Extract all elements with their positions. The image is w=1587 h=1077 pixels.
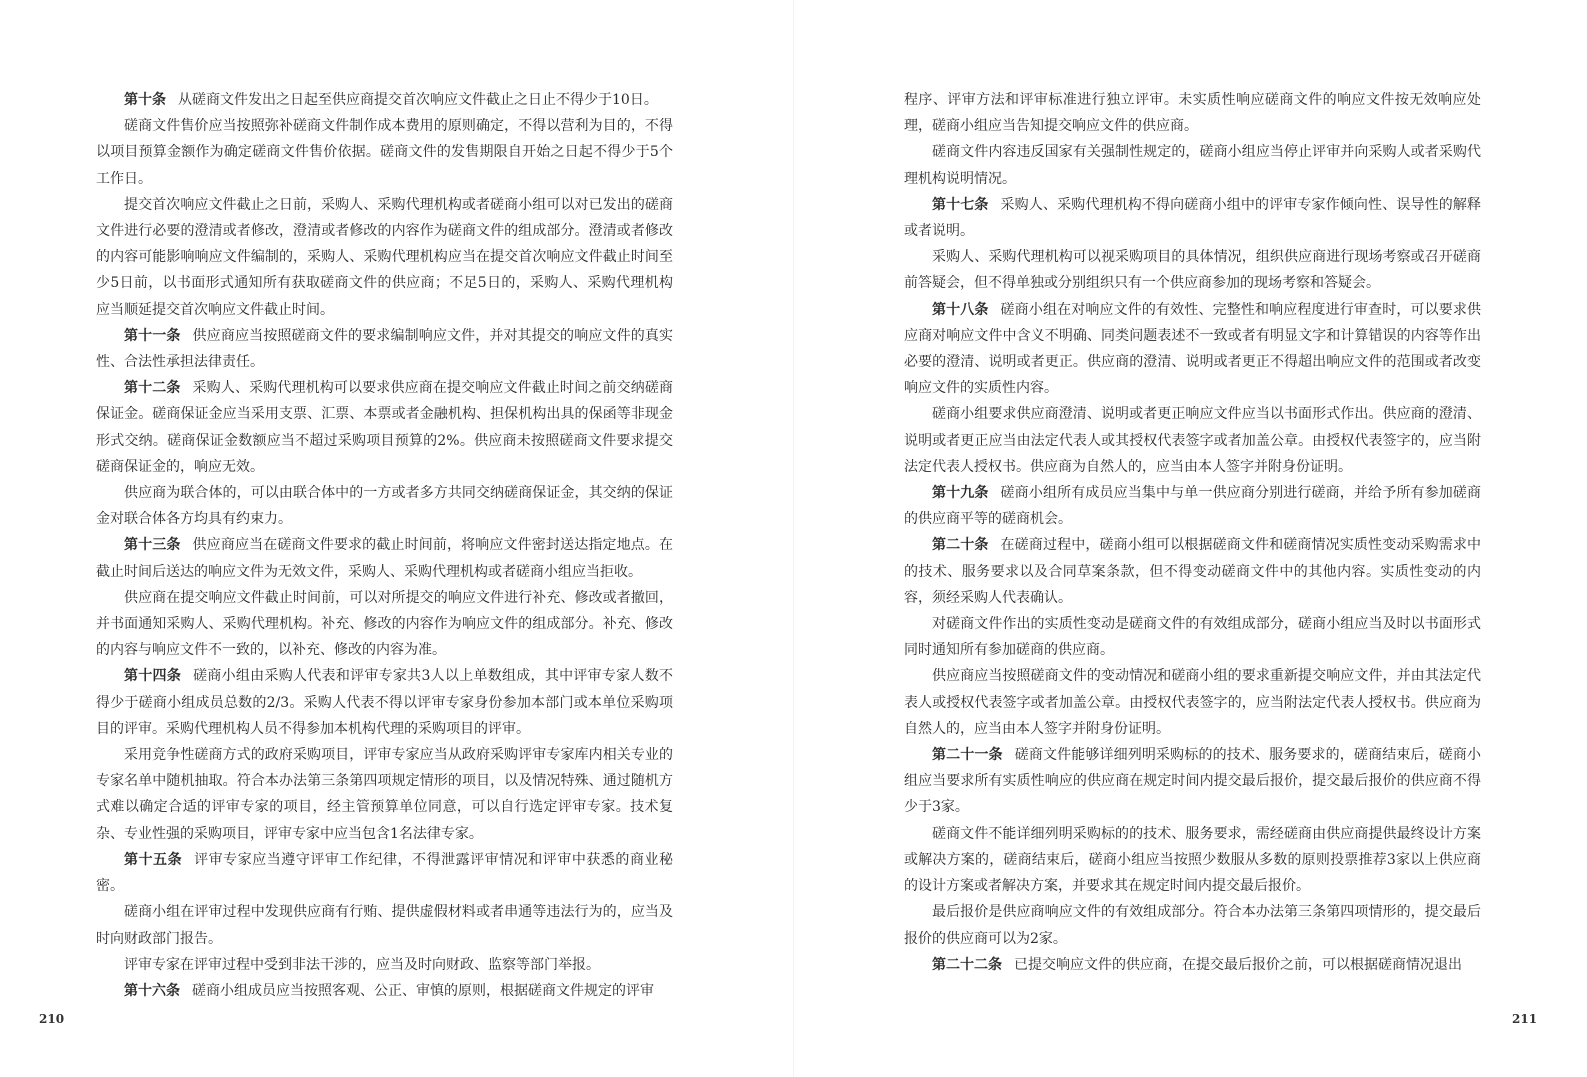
article-heading: 第十六条 xyxy=(124,982,180,999)
paragraph-text: 采购人、采购代理机构可以要求供应商在提交响应文件截止时间之前交纳磋商保证金。磋商保证金应当采用支票、汇票、本票或者金融机构、担保机构出具的保函等非现金形式交纳。磋商保证金数额应当不超过采购项目预算的2%。供应商未按照磋商文件要求提交磋商保证金的，响应无效。 xyxy=(96,380,674,475)
left-page xyxy=(0,0,793,1077)
paragraph-text: 磋商小组由采购人代表和评审专家共3人以上单数组成，其中评审专家人数不得少于磋商小组成员总数的2/3。采购人代表不得以评审专家身份参加本部门或本单位采购项目的评审。采购代理机构人员不得参加本机构代理的采购项目的评审。 xyxy=(96,668,674,737)
paragraph xyxy=(904,611,1481,663)
paragraph xyxy=(904,139,1481,191)
article-heading: 第二十条 xyxy=(932,537,989,554)
paragraph-text: 评审专家应当遵守评审工作纪律，不得泄露评审情况和评审中获悉的商业秘密。 xyxy=(96,851,674,895)
paragraph xyxy=(904,192,1481,244)
paragraph xyxy=(96,87,673,113)
paragraph-text: 供应商应当按照磋商文件的变动情况和磋商小组的要求重新提交响应文件，并由其法定代表人或授权代表签字或者加盖公章。由授权代表签字的，应当附法定代表人授权书。供应商为自然人的，应当由本人签字并附身份证明。 xyxy=(904,668,1481,737)
paragraph-text: 供应商在提交响应文件截止时间前，可以对所提交的响应文件进行补充、修改或者撤回，并书面通知采购人、采购代理机构。补充、修改的内容作为响应文件的组成部分。补充、修改的内容与响应文件不一致的，以补充、修改的内容为准。 xyxy=(96,589,673,659)
paragraph-text: 采购人、采购代理机构不得向磋商小组中的评审专家作倾向性、误导性的解释或者说明。 xyxy=(904,196,1482,240)
article-heading: 第十五条 xyxy=(124,851,183,868)
paragraph xyxy=(904,899,1481,951)
paragraph-text: 磋商小组在评审过程中发现供应商有行贿、提供虚假材料或者串通等违法行为的，应当及时向财政部门报告。 xyxy=(96,904,673,947)
paragraph-text: 提交首次响应文件截止之日前，采购人、采购代理机构或者磋商小组可以对已发出的磋商文件进行必要的澄清或者修改，澄清或者修改的内容作为磋商文件的组成部分。澄清或者修改的内容可能影响响应文件编制的，采购人、采购代理机构应当在提交首次响应文件截止时间至少5日前，以书面形式通知所有获取磋商文件的供应商；不足5日的，采购人、采购代理机构应当顺延提交首次响应文件截止时间。 xyxy=(96,196,673,318)
paragraph-text: 磋商文件不能详细列明采购标的的技术、服务要求，需经磋商由供应商提供最终设计方案或解决方案的，磋商结束后，磋商小组应当按照少数服从多数的原则投票推荐3家以上供应商的设计方案或者解决方案，并要求其在规定时间内提交最后报价。 xyxy=(904,825,1481,895)
paragraph xyxy=(96,375,673,480)
article-heading: 第十七条 xyxy=(932,196,989,213)
paragraph xyxy=(904,532,1481,611)
paragraph-text: 磋商小组在对响应文件的有效性、完整性和响应程度进行审查时，可以要求供应商对响应文件中含义不明确、同类问题表述不一致或者有明显文字和计算错误的内容等作出必要的澄清、说明或者更正。供应商的澄清、说明或者更正不得超出响应文件的范围或者改变响应文件的实质性内容。 xyxy=(904,301,1482,397)
paragraph-text: 磋商小组成员应当按照客观、公正、审慎的原则，根据磋商文件规定的评审 xyxy=(192,982,654,999)
article-heading: 第十八条 xyxy=(932,301,989,318)
paragraph xyxy=(904,663,1481,742)
paragraph-text: 采购人、采购代理机构可以视采购项目的具体情况，组织供应商进行现场考察或召开磋商前答疑会，但不得单独或分别组织只有一个供应商参加的现场考察和答疑会。 xyxy=(904,249,1481,292)
paragraph-text: 磋商文件能够详细列明采购标的的技术、服务要求的，磋商结束后，磋商小组应当要求所有实质性响应的供应商在规定时间内提交最后报价，提交最后报价的供应商不得少于3家。 xyxy=(904,747,1482,816)
paragraph-text: 程序、评审方法和评审标准进行独立评审。未实质性响应磋商文件的响应文件按无效响应处理，磋商小组应当告知提交响应文件的供应商。 xyxy=(904,92,1481,135)
paragraph xyxy=(96,952,673,978)
paragraph xyxy=(96,847,673,899)
paragraph-text: 对磋商文件作出的实质性变动是磋商文件的有效组成部分，磋商小组应当及时以书面形式同时通知所有参加磋商的供应商。 xyxy=(904,616,1481,659)
paragraph-text: 磋商小组所有成员应当集中与单一供应商分别进行磋商，并给予所有参加磋商的供应商平等的磋商机会。 xyxy=(904,485,1482,528)
paragraph xyxy=(904,87,1481,139)
paragraph xyxy=(96,585,673,664)
article-heading: 第十四条 xyxy=(124,668,182,685)
paragraph xyxy=(904,244,1481,296)
article-heading: 第十三条 xyxy=(124,537,181,554)
paragraph xyxy=(96,532,673,584)
paragraph xyxy=(96,663,673,742)
paragraph-text: 评审专家在评审过程中受到非法干涉的，应当及时向财政、监察等部门举报。 xyxy=(124,956,600,973)
paragraph-text: 在磋商过程中，磋商小组可以根据磋商文件和磋商情况实质性变动采购需求中的技术、服务要求以及合同草案条款，但不得变动磋商文件中的其他内容。实质性变动的内容，须经采购人代表确认。 xyxy=(904,537,1482,606)
article-heading: 第二十二条 xyxy=(932,956,1002,973)
right-page-number: 211 xyxy=(1512,1012,1538,1026)
paragraph-text: 供应商应当在磋商文件要求的截止时间前，将响应文件密封送达指定地点。在截止时间后送达的响应文件为无效文件，采购人、采购代理机构或者磋商小组应当拒收。 xyxy=(96,537,674,580)
paragraph xyxy=(904,297,1481,402)
paragraph-text: 供应商应当按照磋商文件的要求编制响应文件，并对其提交的响应文件的真实性、合法性承担法律责任。 xyxy=(96,327,674,371)
paragraph-text: 采用竞争性磋商方式的政府采购项目，评审专家应当从政府采购评审专家库内相关专业的专家名单中随机抽取。符合本办法第三条第四项规定情形的项目，以及情况特殊、通过随机方式难以确定合适的评审专家的项目，经主管预算单位同意，可以自行选定评审专家。技术复杂、专业性强的采购项目，评审专家中应当包含1名法律专家。 xyxy=(96,747,673,842)
left-page-number: 210 xyxy=(39,1012,65,1026)
paragraph xyxy=(904,480,1481,532)
paragraph xyxy=(904,401,1481,480)
paragraph xyxy=(96,480,673,532)
article-heading: 第十九条 xyxy=(932,485,989,502)
paragraph-text: 供应商为联合体的，可以由联合体中的一方或者多方共同交纳磋商保证金，其交纳的保证金对联合体各方均具有约束力。 xyxy=(96,485,673,528)
article-heading: 第十二条 xyxy=(124,380,181,397)
paragraph-text: 最后报价是供应商响应文件的有效组成部分。符合本办法第三条第四项情形的，提交最后报价的供应商可以为2家。 xyxy=(904,904,1481,947)
paragraph-text: 磋商文件内容违反国家有关强制性规定的，磋商小组应当停止评审并向采购人或者采购代理机构说明情况。 xyxy=(904,144,1481,187)
paragraph xyxy=(96,742,673,847)
paragraph xyxy=(96,899,673,951)
right-page xyxy=(794,0,1587,1077)
left-page-text xyxy=(96,87,673,1004)
paragraph xyxy=(904,742,1481,821)
article-heading: 第十条 xyxy=(124,92,166,108)
article-heading: 第二十一条 xyxy=(932,747,1003,764)
paragraph xyxy=(96,978,673,1004)
right-page-text xyxy=(904,87,1481,978)
paragraph xyxy=(96,192,673,323)
paragraph xyxy=(904,821,1481,900)
paragraph-text: 已提交响应文件的供应商，在提交最后报价之前，可以根据磋商情况退出 xyxy=(1014,956,1462,973)
paragraph-text: 磋商文件售价应当按照弥补磋商文件制作成本费用的原则确定，不得以营利为目的，不得以项目预算金额作为确定磋商文件售价依据。磋商文件的发售期限自开始之日起不得少于5个工作日。 xyxy=(96,118,673,187)
paragraph xyxy=(904,952,1481,978)
paragraph xyxy=(96,323,673,375)
paragraph-text: 从磋商文件发出之日起至供应商提交首次响应文件截止之日止不得少于10日。 xyxy=(178,92,658,108)
article-heading: 第十一条 xyxy=(124,327,181,344)
paragraph-text: 磋商小组要求供应商澄清、说明或者更正响应文件应当以书面形式作出。供应商的澄清、说明或者更正应当由法定代表人或其授权代表签字或者加盖公章。由授权代表签字的，应当附法定代表人授权书。供应商为自然人的，应当由本人签字并附身份证明。 xyxy=(904,406,1481,475)
paragraph xyxy=(96,113,673,192)
